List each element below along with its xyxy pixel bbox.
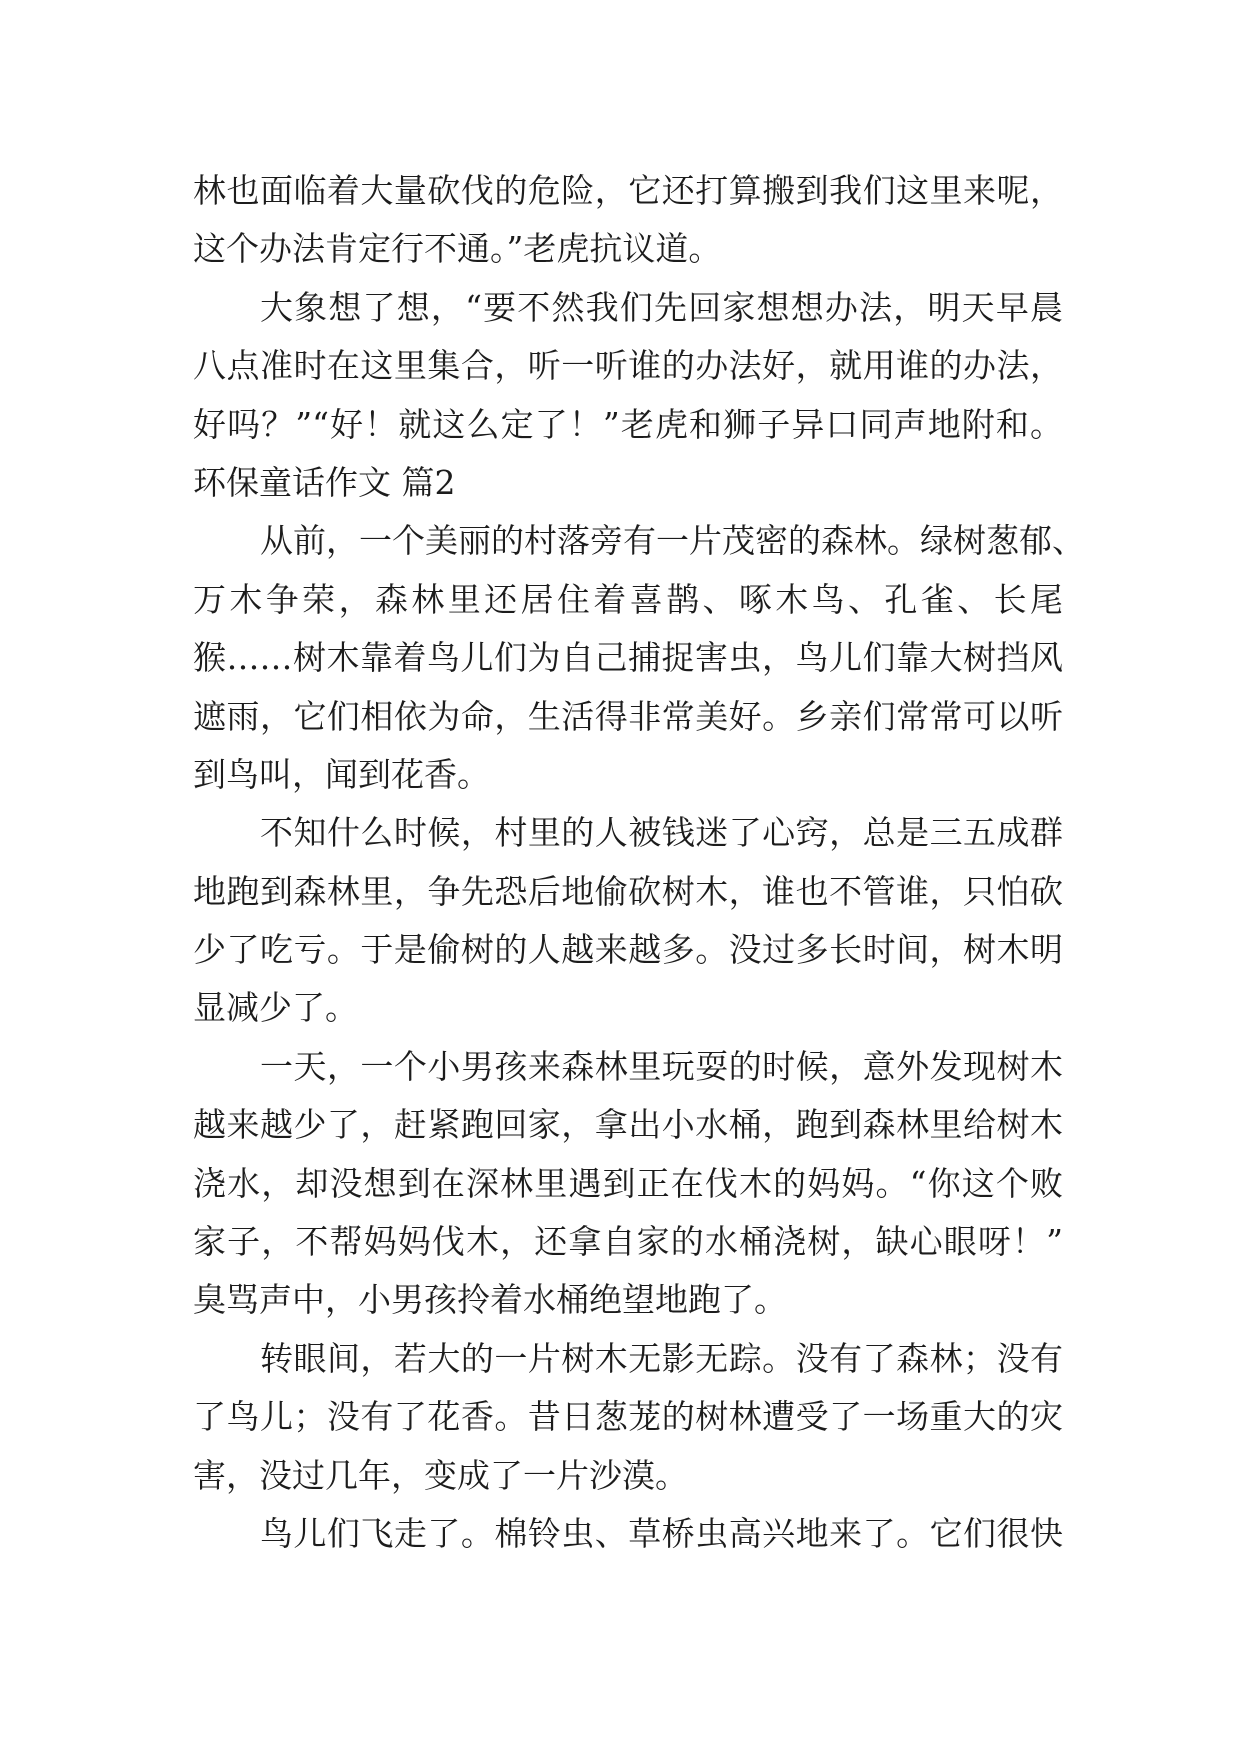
text-line: 八点准时在这里集合，听一听谁的办法好，就用谁的办法， <box>193 346 1063 386</box>
paragraph <box>193 279 1063 454</box>
text-line: 地跑到森林里，争先恐后地偷砍树木，谁也不管谁，只怕砍 <box>193 871 1063 911</box>
section-heading <box>193 454 1063 512</box>
text-line: 大象想了想，“要不然我们先回家想想办法，明天早晨 <box>260 287 1063 327</box>
text-line: 到鸟叫，闻到花香。 <box>193 754 490 794</box>
text-line: 了鸟儿；没有了花香。昔日葱茏的树林遭受了一场重大的灾 <box>193 1397 1063 1437</box>
text-line: 转眼间，若大的一片树木无影无踪。没有了森林；没有 <box>260 1338 1063 1378</box>
text-line: 好吗？”“好！就这么定了！”老虎和狮子异口同声地附和。 <box>193 404 1063 444</box>
text-line: 浇水，却没想到在深林里遇到正在伐木的妈妈。“你这个败 <box>193 1163 1063 1203</box>
text-line: 猴……树木靠着鸟儿们为自己捕捉害虫，鸟儿们靠大树挡风 <box>193 638 1063 678</box>
document-body <box>193 162 1085 1563</box>
text-line: 林也面临着大量砍伐的危险，它还打算搬到我们这里来呢， <box>193 171 1063 210</box>
text-line: 越来越少了，赶紧跑回家，拿出小水桶，跑到森林里给树木 <box>193 1105 1063 1145</box>
text-line: 从前，一个美丽的村落旁有一片茂密的森林。绿树葱郁、 <box>260 521 1085 561</box>
text-line: 少了吃亏。于是偷树的人越来越多。没过多长时间，树木明 <box>193 930 1063 970</box>
text-line: 臭骂声中，小男孩拎着水桶绝望地跑了。 <box>193 1280 787 1320</box>
text-line: 一天，一个小男孩来森林里玩耍的时候，意外发现树木 <box>260 1046 1063 1086</box>
paragraph <box>193 162 1063 279</box>
section-title: 环保童话作文 篇2 <box>193 462 456 502</box>
paragraph <box>193 1330 1063 1505</box>
text-line: 害，没过几年，变成了一片沙漠。 <box>193 1455 688 1495</box>
text-line: 显减少了。 <box>193 988 358 1028</box>
text-line: 不知什么时候，村里的人被钱迷了心窍，总是三五成群 <box>260 813 1063 853</box>
text-line: 鸟儿们飞走了。棉铃虫、草桥虫高兴地来了。它们很快 <box>260 1513 1063 1553</box>
paragraph <box>193 1038 1063 1330</box>
text-line: 这个办法肯定行不通。”老虎抗议道。 <box>193 229 722 269</box>
text-line: 遮雨，它们相依为命，生活得非常美好。乡亲们常常可以听 <box>193 696 1063 736</box>
paragraph <box>193 804 1063 1038</box>
text-line: 万木争荣，森林里还居住着喜鹊、啄木鸟、孔雀、长尾 <box>193 579 1063 619</box>
paragraph <box>193 512 1085 804</box>
paragraph <box>193 1505 1063 1563</box>
text-line: 家子，不帮妈妈伐木，还拿自家的水桶浇树，缺心眼呀！” <box>193 1222 1063 1262</box>
